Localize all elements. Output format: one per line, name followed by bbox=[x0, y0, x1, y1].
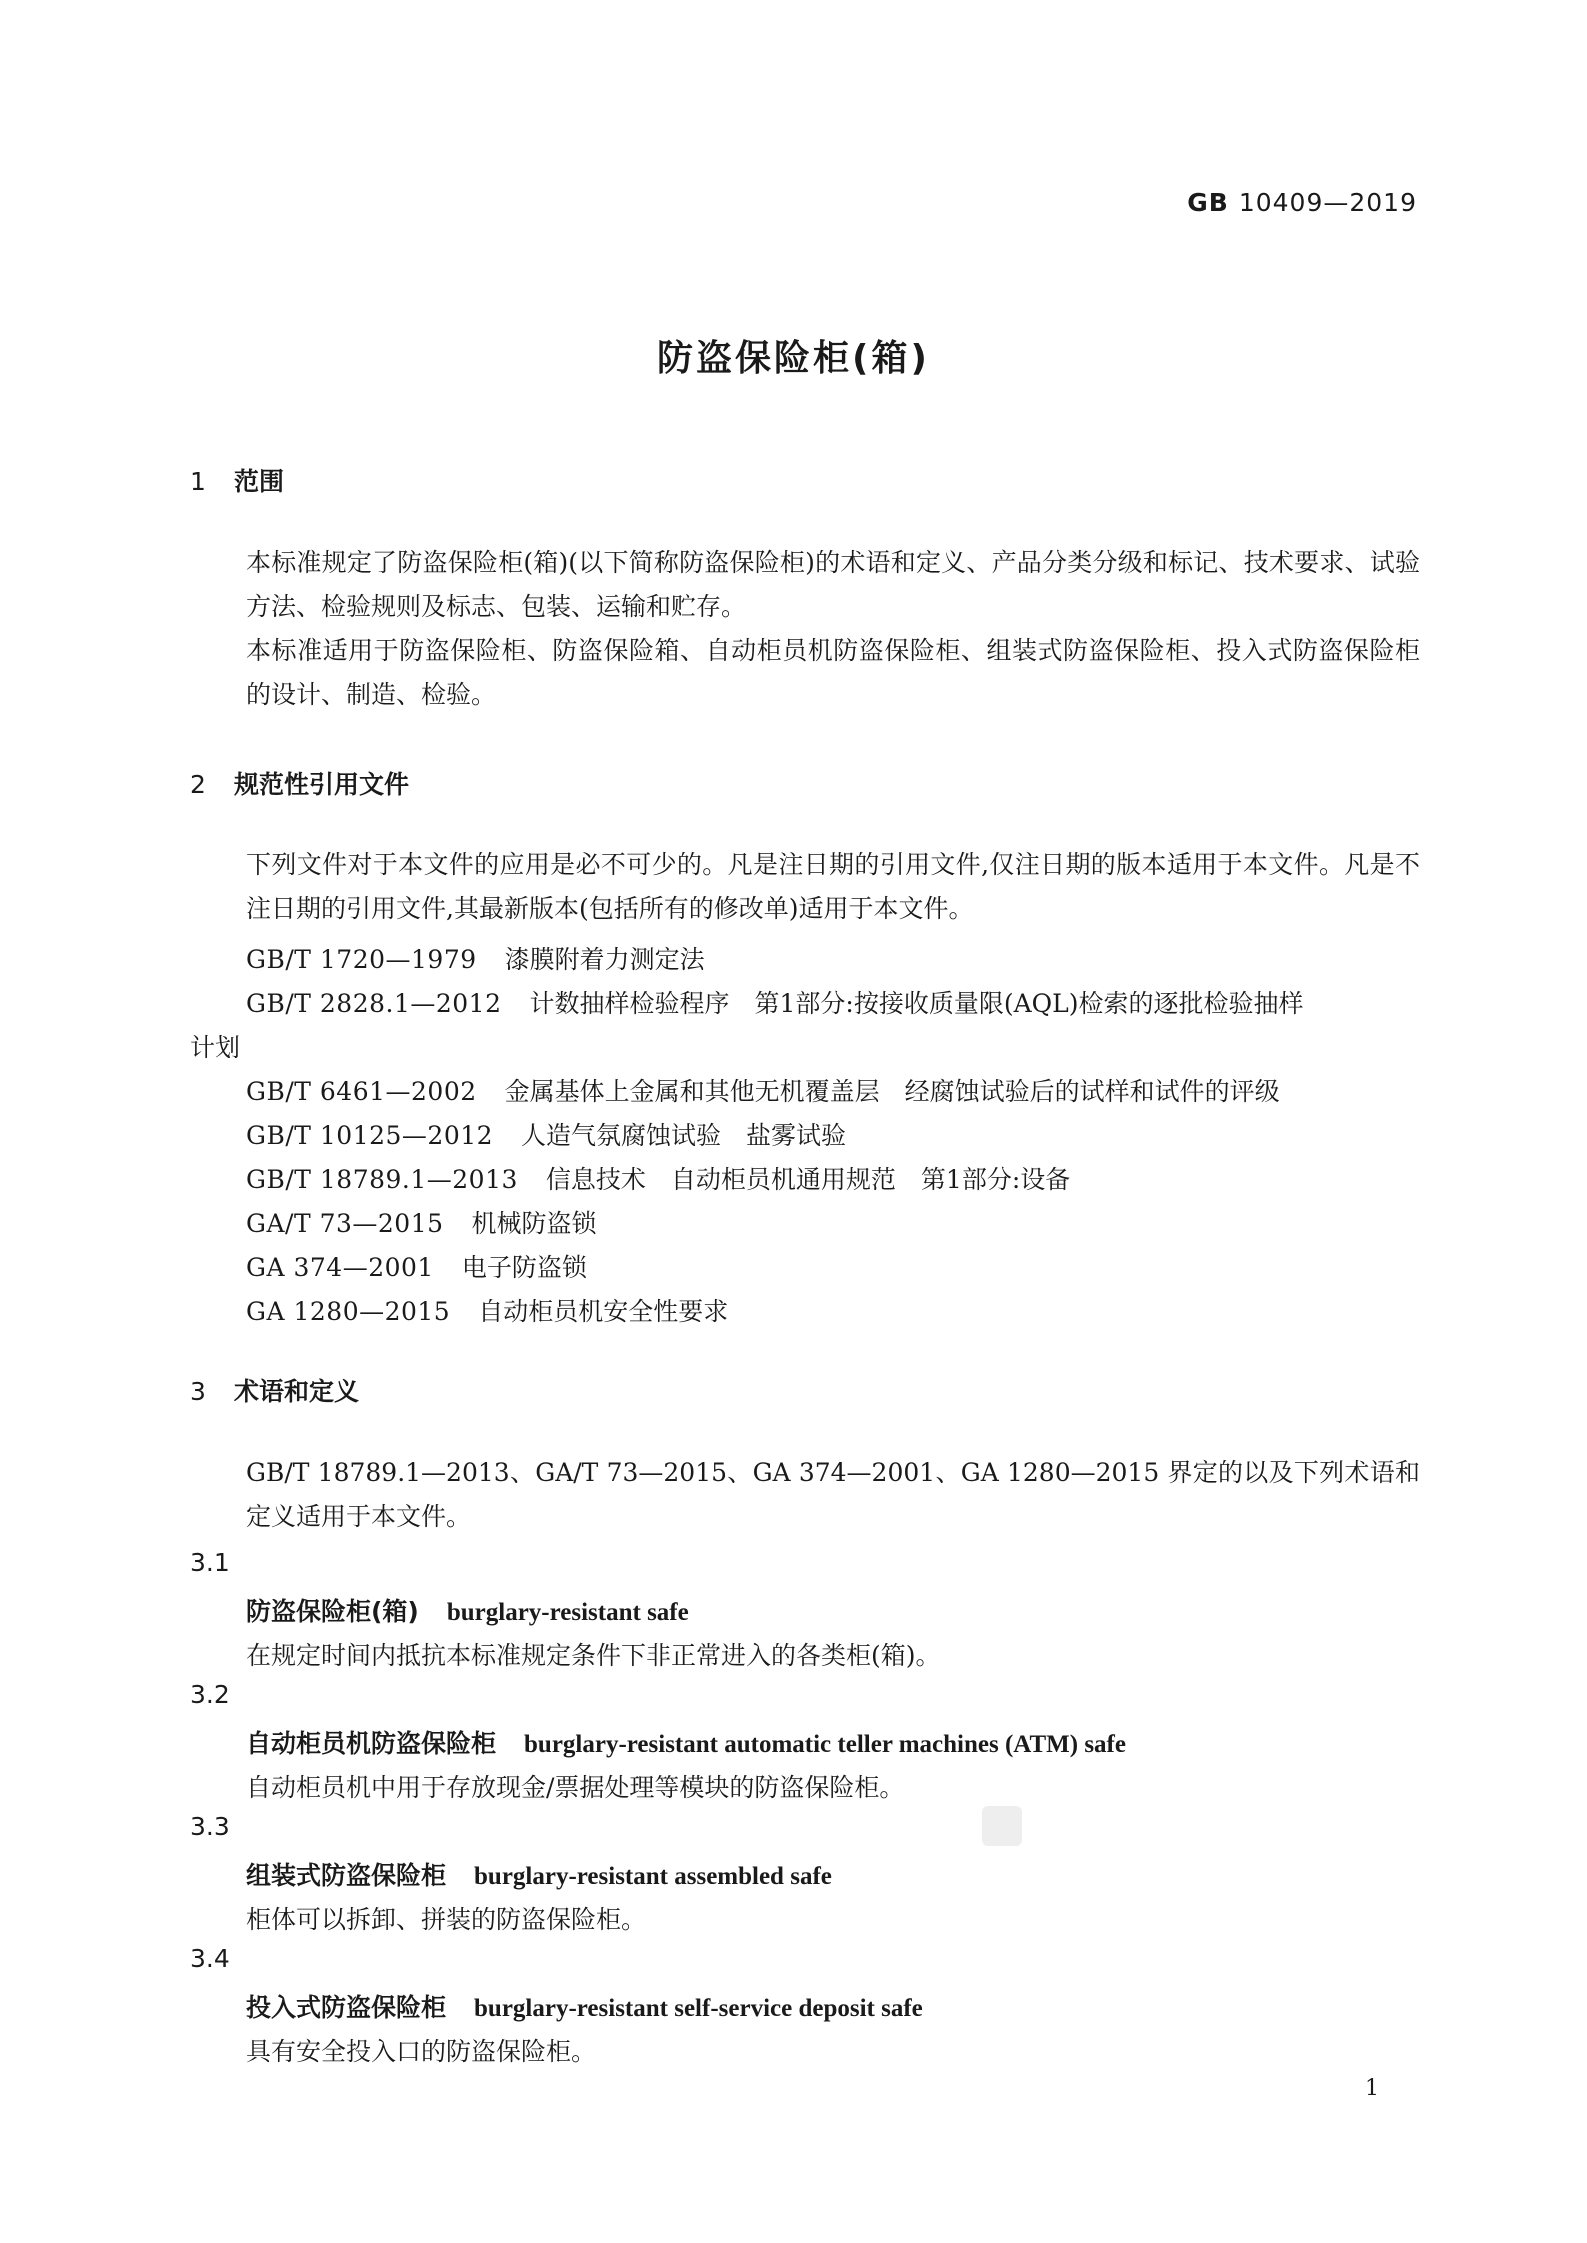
section-number: 1 bbox=[190, 467, 206, 496]
term-title: 组装式防盗保险柜 burglary-resistant assembled safe bbox=[246, 1861, 832, 1890]
reference-item: GB/T 2828.1—2012 计数抽样检验程序 第1部分:按接收质量限(AQL)检索的逐批检验抽样 bbox=[246, 989, 1304, 1018]
section-2-paragraph-1: 下列文件对于本文件的应用是必不可少的。凡是注日期的引用文件,仅注日期的版本适用于本文件。凡是不注日期的引用文件,其最新版本(包括所有的修改单)适用于本文件。 bbox=[246, 850, 1420, 923]
section-3-paragraph-1: GB/T 18789.1—2013、GA/T 73—2015、GA 374—2001、GA 1280—2015 界定的以及下列术语和定义适用于本文件。 bbox=[246, 1458, 1420, 1531]
term-number: 3.2 bbox=[190, 1680, 230, 1709]
reference-item: GB/T 1720—1979 漆膜附着力测定法 bbox=[246, 945, 705, 974]
reference-item: GB/T 10125—2012 人造气氛腐蚀试验 盐雾试验 bbox=[246, 1121, 847, 1150]
term-number: 3.4 bbox=[190, 1944, 230, 1973]
page-number: 1 bbox=[1365, 2076, 1379, 2101]
term-title: 防盗保险柜(箱) burglary-resistant safe bbox=[246, 1597, 689, 1626]
reference-item: GA 374—2001 电子防盗锁 bbox=[246, 1253, 587, 1282]
section-title: 术语和定义 bbox=[234, 1377, 360, 1406]
standard-prefix: GB bbox=[1187, 188, 1229, 217]
section-title: 规范性引用文件 bbox=[234, 770, 410, 799]
term-definition: 具有安全投入口的防盗保险柜。 bbox=[246, 2037, 597, 2066]
section-number: 3 bbox=[190, 1377, 206, 1406]
standard-number: 10409—2019 bbox=[1238, 188, 1417, 217]
term-definition: 自动柜员机中用于存放现金/票据处理等模块的防盗保险柜。 bbox=[246, 1773, 905, 1802]
term-definition: 在规定时间内抵抗本标准规定条件下非正常进入的各类柜(箱)。 bbox=[246, 1641, 941, 1670]
term-number: 3.3 bbox=[190, 1812, 230, 1841]
term-title: 自动柜员机防盗保险柜 burglary-resistant automatic teller machines (ATM) safe bbox=[246, 1729, 1126, 1758]
term-title: 投入式防盗保险柜 burglary-resistant self-service deposit safe bbox=[246, 1993, 923, 2022]
reference-item-continuation: 计划 bbox=[190, 1033, 241, 1062]
section-number: 2 bbox=[190, 770, 206, 799]
section-1-paragraph-2: 本标准适用于防盗保险柜、防盗保险箱、自动柜员机防盗保险柜、组装式防盗保险柜、投入式防盗保险柜的设计、制造、检验。 bbox=[246, 636, 1420, 709]
section-1-heading bbox=[190, 462, 284, 498]
reference-item: GB/T 6461—2002 金属基体上金属和其他无机覆盖层 经腐蚀试验后的试样和试件的评级 bbox=[246, 1077, 1280, 1106]
scan-smudge bbox=[982, 1806, 1022, 1846]
section-2-heading bbox=[190, 765, 409, 801]
term-number: 3.1 bbox=[190, 1548, 230, 1577]
standard-code bbox=[1187, 188, 1417, 217]
term-definition: 柜体可以拆卸、拼装的防盗保险柜。 bbox=[246, 1905, 647, 1934]
section-1-paragraph-1: 本标准规定了防盗保险柜(箱)(以下简称防盗保险柜)的术语和定义、产品分类分级和标记、技术要求、试验方法、检验规则及标志、包装、运输和贮存。 bbox=[246, 548, 1420, 621]
reference-item: GB/T 18789.1—2013 信息技术 自动柜员机通用规范 第1部分:设备 bbox=[246, 1165, 1071, 1194]
section-3-heading bbox=[190, 1372, 359, 1408]
section-title: 范围 bbox=[234, 467, 285, 496]
reference-item: GA/T 73—2015 机械防盗锁 bbox=[246, 1209, 597, 1238]
document-title: 防盗保险柜(箱) bbox=[657, 338, 930, 379]
reference-item: GA 1280—2015 自动柜员机安全性要求 bbox=[246, 1297, 729, 1326]
